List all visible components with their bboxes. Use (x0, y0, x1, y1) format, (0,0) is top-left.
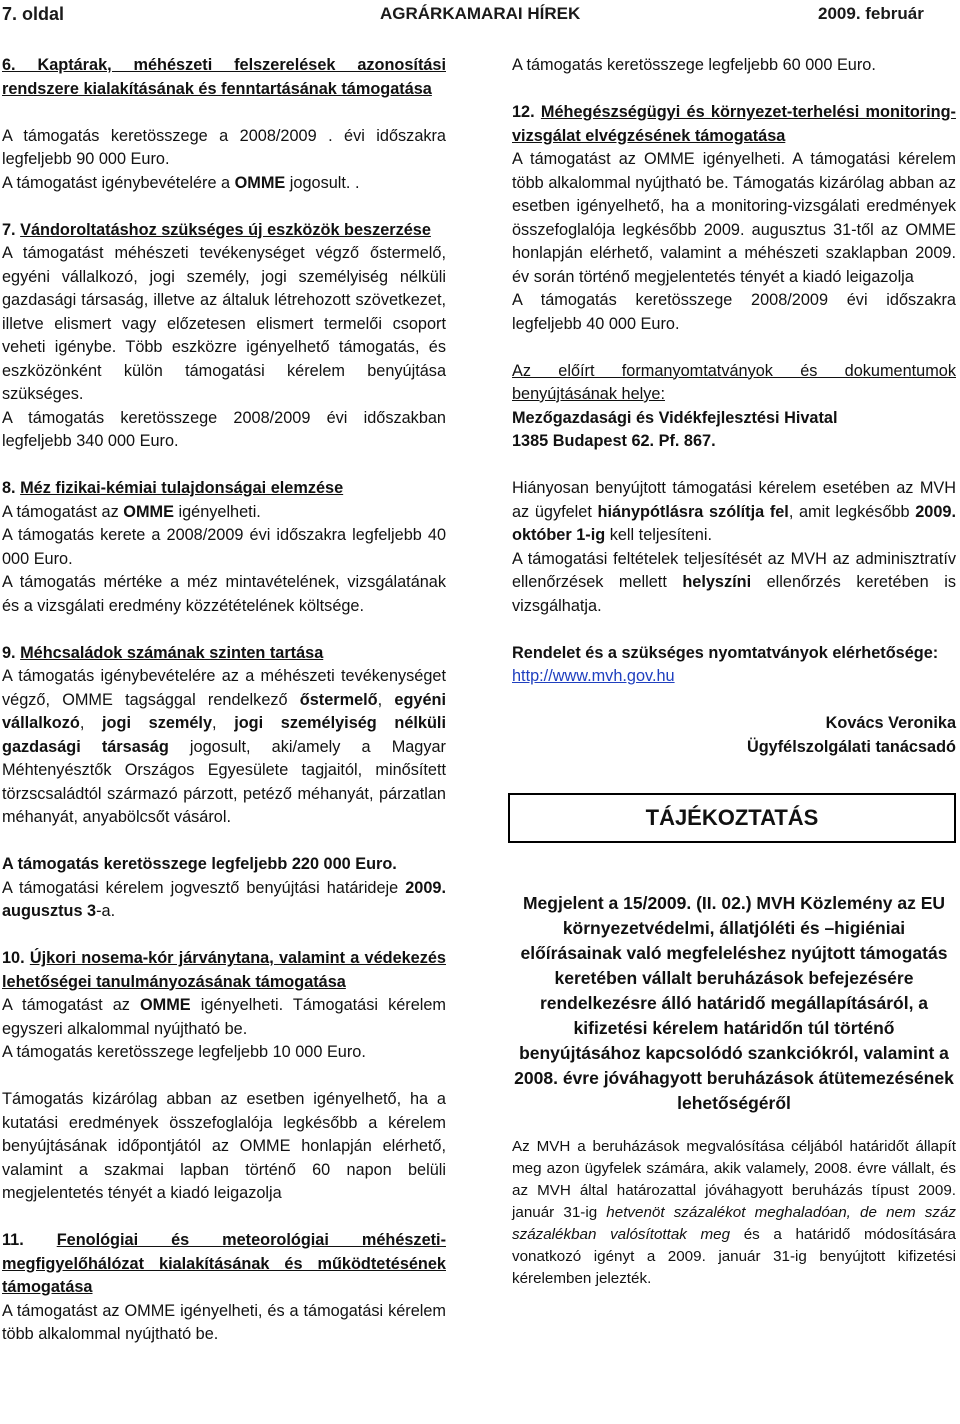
publication-title: AGRÁRKAMARAI HÍREK (380, 4, 581, 23)
announcement-body: Az MVH a beruházások megvalósítása céljából határidőt állapít meg azon ügyfelek számára, akik valamely, 2008. évre vállalt, és az MVH által határozattal jóváhagyott beruházás típust 2009. január 31-ig hetvenöt százalékot meghaladóan, de nem száz százalékban valósítottak meg és a határidő módosítására vonatkozó igényt a 2009. január 31-ig benyújtott kifizetési kérelemben jelezték. (512, 1138, 957, 1287)
section-8-eligibility: A támogatást az OMME igényelheti. (2, 502, 261, 521)
announcement-heading: Megjelent a 15/2009. (II. 02.) MVH Közlemény az EU környezetvédelmi, állatjóléti és –higiéniai előírásainak való megfeleléshez nyújtott támogatás keretében vállalt beruházások befejezésére rendelkezésre álló határidő megállapításáról, a kifizetési kérelem határidőn túl történő benyújtásához kapcsolódó szankciókról, valamint a 2008. évre jóváhagyott beruházások átütemezésének lehetőségéről (514, 893, 954, 1113)
section-10-title: 10. Újkori nosema-kór járványtana, valamint a védekezés lehetőségei tanulmányozásának támogatása (2, 949, 446, 991)
page-header (0, 0, 960, 40)
deficiency-note: Hiányosan benyújtott támogatási kérelem esetében az MVH az ügyfelet hiánypótlásra szólítja fel, amit legkésőbb 2009. október 1-ig kell teljesíteni. (512, 479, 956, 544)
notice-box-title: TÁJÉKOZTATÁS (508, 793, 956, 843)
section-8-title: 8. Méz fizikai-kémiai tulajdonságai elemzése (2, 479, 344, 497)
inspection-note: A támogatási feltételek teljesítését az MVH az adminisztratív ellenőrzések mellett helyszíni ellenőrzés keretében is vizsgálhatja. (512, 549, 956, 615)
section-11-budget: A támogatás keretösszege legfeljebb 60 000 Euro. (512, 56, 876, 74)
section-8-scope: A támogatás mértéke a méz mintavételének, vizsgálatának és a vizsgálati eredmény közzétételének költsége. (2, 573, 446, 615)
regulation-title: Rendelet és a szükséges nyomtatványok elérhetősége: (512, 643, 939, 662)
section-10-condition: Támogatás kizárólag abban az esetben igényelhető, ha a kutatási eredmények összefoglalója legkésőbb a kérelem benyújtásának időpontjától az OMME honlapján elérhető, valamint a szakmai lapban történő 60 napon belüli megjelentetés tényét a kiadó leigazolja (2, 1090, 446, 1202)
section-8-budget: A támogatás kerete a 2008/2009 évi időszakra legfeljebb 40 000 Euro. (2, 526, 446, 568)
section-6-budget: A támogatás keretösszege a 2008/2009 . évi időszakra legfeljebb 90 000 Euro. (2, 126, 446, 168)
issue-date: 2009. február (818, 4, 924, 23)
left-column (2, 54, 446, 1347)
section-12-body: A támogatást az OMME igényelheti. A támogatási kérelem több alkalommal nyújtható be. Támogatás kizárólag abban az esetben igényelhető, ha a monitoring-vizsgálati eredmények összefoglalója legkésőbb 2009. augusztus 31-től az OMME honlapján elérhető, valamint a méhészeti szaklapban 2009. év során történő megjelentetés tényét a kiadó leigazolja (512, 150, 956, 286)
section-7-budget: A támogatás keretösszege 2008/2009 évi időszakban legfeljebb 340 000 Euro. (2, 408, 446, 450)
submission-address: 1385 Budapest 62. Pf. 867. (512, 432, 716, 450)
section-6-eligibility: A támogatást igénybevételére a OMME jogosult. . (2, 173, 360, 192)
section-9-deadline: A támogatási kérelem jogvesztő benyújtási határideje 2009. augusztus 3-a. (2, 878, 446, 920)
section-12-budget: A támogatás keretösszege 2008/2009 évi időszakra legfeljebb 40 000 Euro. (512, 291, 956, 333)
section-9-title: 9. Méhcsaládok számának szinten tartása (2, 643, 324, 662)
submission-org: Mezőgazdasági és Vidékfejlesztési Hivatal (512, 408, 838, 427)
section-9-body: A támogatás igénybevételére az a méhészeti tevékenységet végző, OMME tagsággal rendelkező őstermelő, egyéni vállalkozó, jogi személy, jogi személyiség nélküli gazdasági társaság jogosult, aki/amely a Magyar Méhtenyésztők Országos Egyesülete tagjaitól, minősített törzscsaládtól származó párzott, petéző méhanyát, párzatlan méhanyát, anyabölcsőt vásárol. (2, 667, 446, 826)
section-11-body: A támogatást az OMME igényelheti, és a támogatási kérelem több alkalommal nyújtható be. (2, 1301, 446, 1343)
page-number: 7. oldal (2, 4, 65, 24)
right-column (512, 54, 956, 1290)
section-11-title: 11. Fenológiai és meteorológiai méhészeti-megfigyelőhálózat kialakításának és működtetésének támogatása (2, 1231, 446, 1296)
regulation-link[interactable]: http://www.mvh.gov.hu (512, 667, 675, 685)
section-12-title: 12. Méhegészségügyi és környezet-terhelési monitoring-vizsgálat elvégzésének támogatása (512, 103, 956, 145)
section-7-title: 7. Vándoroltatáshoz szükséges új eszközök beszerzése (2, 220, 431, 239)
section-9-budget: A támogatás keretösszege legfeljebb 220 000 Euro. (2, 855, 397, 873)
section-10-budget: A támogatás keretösszege legfeljebb 10 000 Euro. (2, 1043, 366, 1061)
signature-role: Ügyfélszolgálati tanácsadó (746, 737, 956, 756)
section-7-body: A támogatást méhészeti tevékenységet végző őstermelő, egyéni vállalkozó, jogi személy, jogi személyiség nélküli gazdasági társaság, illetve az általuk létrehozott szövetkezet, illetve elismert vagy előzetesen elismert termelői csoport veheti igénybe. Több eszközre igényelhető támogatás, és eszközönként külön támogatási kérelem benyújtása szükséges. (2, 244, 446, 403)
section-6-title: 6. Kaptárak, méhészeti felszerelések azonosítási rendszere kialakításának és fenntartásának támogatása (2, 56, 446, 98)
section-10-eligibility: A támogatást az OMME igényelheti. Támogatási kérelem egyszeri alkalommal nyújtható be. (2, 996, 446, 1038)
signature-name: Kovács Veronika (825, 714, 956, 732)
submission-title: Az előírt formanyomtatványok és dokumentumok benyújtásának helye: (512, 361, 956, 403)
